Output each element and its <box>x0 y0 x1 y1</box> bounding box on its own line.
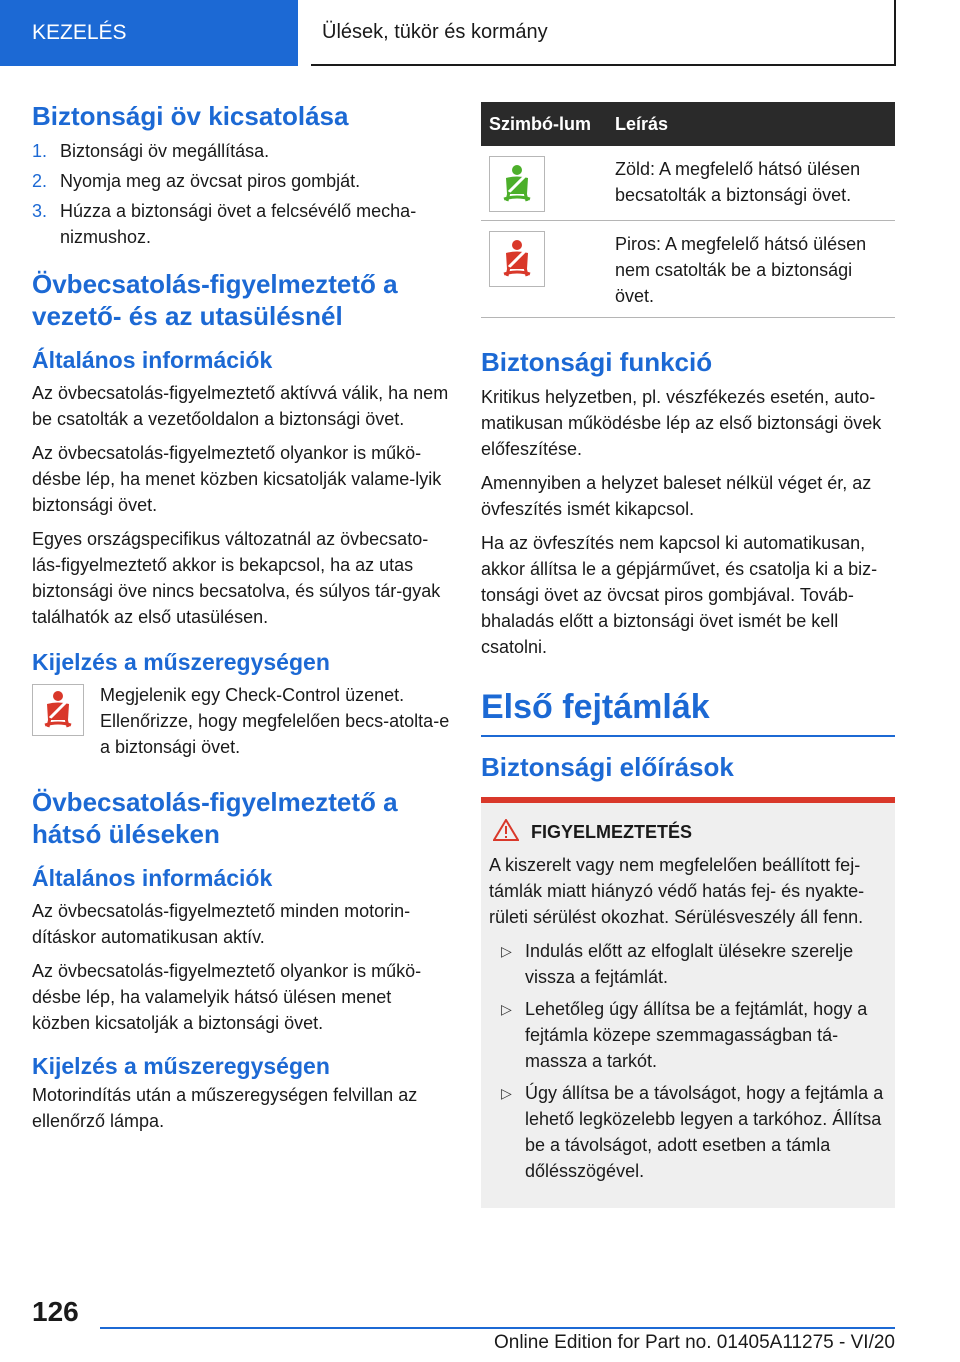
right-column <box>481 102 895 1208</box>
display-text: Megjelenik egy Check-Control üzenet. Ellenőrizze, hogy megfelelően becs-atolta-e a biztonsági övet. <box>100 685 450 757</box>
step-text: Húzza a biztonsági övet a felcsévélő mecha-nizmushoz. <box>60 201 417 247</box>
chapter-header <box>311 0 896 66</box>
safety-paragraph: Ha az övfeszítés nem kapcsol ki automatikusan, akkor állítsa le a gépjárművet, és csatolja ki a biz-tonsági övet az övcsat piros gombjával. Továb-bhaladás előtt a biztonsági övet ismét be kell csatolni. <box>481 533 878 657</box>
display-row <box>32 682 450 760</box>
warning-text: A kiszerelt vagy nem megfelelően beállított fej-támlák miatt hiányzó védő hatás fej- és nyakte-rületi sérülést okozhat. Sérülésveszély áll fenn. <box>489 855 865 927</box>
symbol-table <box>481 102 895 318</box>
list-item-text: Indulás előtt az elfoglalt ülésekre szerelje vissza a fejtámlát. <box>525 941 854 987</box>
display-text: Motorindítás után a műszeregységen felvillan az ellenőrző lámpa. <box>32 1085 418 1131</box>
step-item <box>32 198 450 250</box>
seatbelt-green-icon <box>489 156 545 212</box>
driver-reminder-title: Övbecsatolás-figyelmeztető a vezető- és az utasülésnél <box>32 269 398 331</box>
seatbelt-red-icon <box>32 684 84 736</box>
section-label: KEZELÉS <box>32 21 127 44</box>
general-info-paragraph: Egyes országspecifikus változatnál az övbecsato-lás-figyelmeztető akkor is bekapcsol, ha az utas biztonsági öve nincs becsatolva, és súlyos tár-gyak találhatók az első utasülésen. <box>32 529 441 627</box>
footer-divider <box>100 1327 895 1329</box>
general-info-paragraph: Az övbecsatolás-figyelmeztető aktívvá válik, ha nem be csatolták a vezetőoldalon a biztonsági övet. <box>32 383 449 429</box>
general-info-paragraph: Az övbecsatolás-figyelmeztető olyankor is műkö-désbe lép, ha menet közben kicsatolják valame-lyik biztonsági övet. <box>32 443 442 515</box>
headrest-title: Első fejtámlák <box>481 688 895 737</box>
unfasten-steps <box>32 138 450 250</box>
step-number: 1. <box>32 141 48 161</box>
list-item <box>489 996 887 1074</box>
precaution-title: Biztonsági előírások <box>481 752 734 782</box>
step-number: 2. <box>32 171 48 191</box>
step-text: Nyomja meg az övcsat piros gombját. <box>60 171 361 191</box>
general-info-paragraph: Az övbecsatolás-figyelmeztető olyankor is műkö-désbe lép, ha valamelyik hátsó ülésen menet közben kicsatolják a biztonsági övet. <box>32 961 422 1033</box>
column-header-description: Leírás <box>607 102 895 146</box>
section-tab <box>0 0 298 66</box>
step-item <box>32 168 450 194</box>
general-info-paragraph: Az övbecsatolás-figyelmeztető minden motorin-dításkor automatikusan aktív. <box>32 901 411 947</box>
warning-title: FIGYELMEZTETÉS <box>531 822 693 842</box>
display-title: Kijelzés a műszeregységen <box>32 649 330 675</box>
bullet-triangle-icon: ▷ <box>501 1085 512 1101</box>
rear-reminder-title: Övbecsatolás-figyelmeztető a hátsó üléseken <box>32 787 398 849</box>
step-number: 3. <box>32 201 48 221</box>
left-column <box>32 100 450 1142</box>
seatbelt-red-icon <box>489 231 545 287</box>
step-item <box>32 138 450 164</box>
warning-heading <box>489 819 887 846</box>
chapter-label: Ülések, tükör és kormány <box>322 20 548 43</box>
safety-function-title: Biztonsági funkció <box>481 347 713 377</box>
general-info-title: Általános információk <box>32 865 273 891</box>
safety-paragraph: Kritikus helyzetben, pl. vészfékezés esetén, auto-matikusan működésbe lép az első biztonsági övek előfeszítése. <box>481 387 882 459</box>
list-item <box>489 1080 887 1184</box>
warning-triangle-icon <box>493 819 519 846</box>
table-row <box>481 146 895 221</box>
bullet-triangle-icon: ▷ <box>501 943 512 959</box>
safety-paragraph: Amennyiben a helyzet baleset nélkül véget ér, az övfeszítés ismét kikapcsol. <box>481 473 872 519</box>
general-info-title: Általános információk <box>32 347 273 373</box>
bullet-triangle-icon: ▷ <box>501 1001 512 1017</box>
table-header-row <box>481 102 895 146</box>
fasten-title: Biztonsági öv kicsatolása <box>32 101 349 131</box>
page-number: 126 <box>32 1296 79 1327</box>
warning-list <box>489 938 887 1184</box>
display-title: Kijelzés a műszeregységen <box>32 1053 330 1079</box>
warning-box <box>481 797 895 1208</box>
description-cell: Zöld: A megfelelő hátsó ülésen becsatolták a biztonsági övet. <box>607 146 895 221</box>
column-header-symbol: Szimbó-lum <box>481 102 607 146</box>
list-item <box>489 938 887 990</box>
description-cell: Piros: A megfelelő hátsó ülésen nem csatolták be a biztonsági övet. <box>607 221 895 318</box>
symbol-cell <box>481 146 607 221</box>
table-row <box>481 221 895 318</box>
symbol-cell <box>481 221 607 318</box>
step-text: Biztonsági öv megállítása. <box>60 141 270 161</box>
list-item-text: Úgy állítsa be a távolságot, hogy a fejtámla a lehető legközelebb legyen a tarkóhoz. Állítsa be a távolságot, adott esetben a támla dőlésszögével. <box>525 1083 884 1181</box>
list-item-text: Lehetőleg úgy állítsa be a fejtámlát, hogy a fejtámla közepe szemmagasságban tá-massza a tarkót. <box>525 999 868 1071</box>
edition-text: Online Edition for Part no. 01405A11275 - VI/20 <box>493 1332 895 1353</box>
